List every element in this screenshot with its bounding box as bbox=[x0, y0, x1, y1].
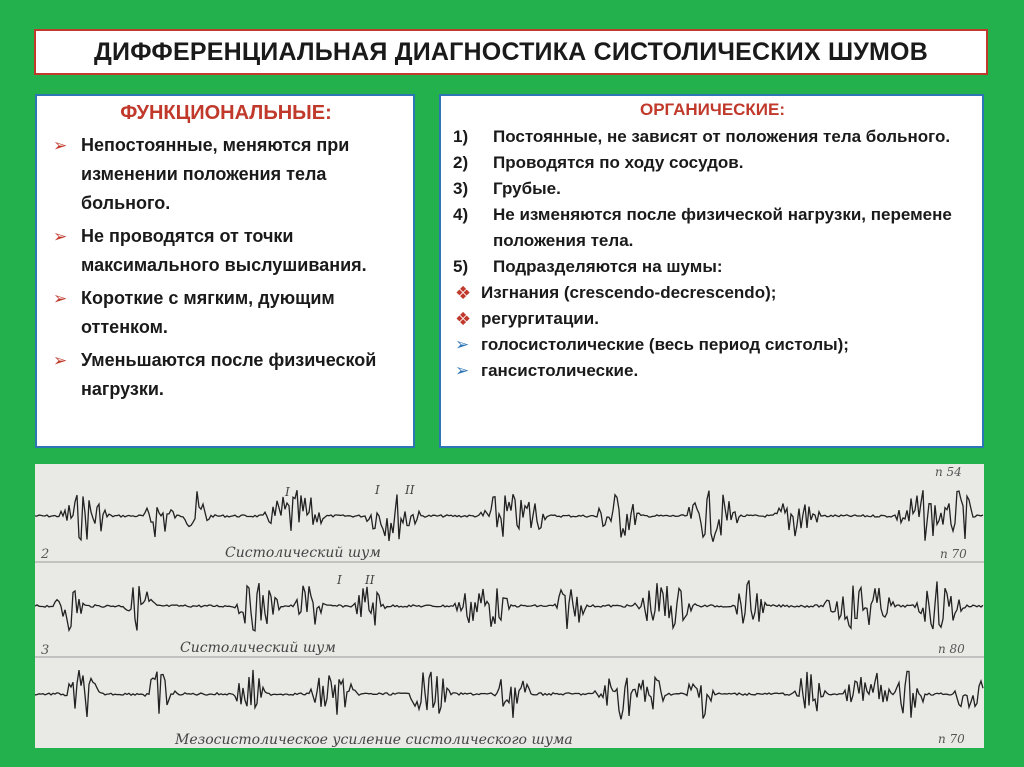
marker-label: I bbox=[337, 573, 342, 587]
arrow-bullet-icon: ➢ bbox=[53, 289, 68, 308]
list-item: 5) Подразделяются на шумы: bbox=[453, 257, 723, 276]
trace-row-2 bbox=[35, 580, 983, 630]
marker-label: I bbox=[375, 483, 380, 497]
phonocardiogram-traces bbox=[35, 464, 984, 748]
trace-row-3 bbox=[35, 670, 983, 719]
side-mark: п 54 bbox=[935, 465, 962, 479]
trace-label: Мезосистолическое усиление систолического шума bbox=[175, 732, 573, 748]
functional-heading: ФУНКЦИОНАЛЬНЫЕ: bbox=[120, 102, 332, 124]
list-item: ❖ регургитации. bbox=[453, 306, 972, 332]
page-title: ДИФФЕРЕНЦИАЛЬНАЯ ДИАГНОСТИКА СИСТОЛИЧЕСКИХ ШУМОВ bbox=[94, 37, 928, 66]
list-item: ❖ Изгнания (crescendo-decrescendo); bbox=[453, 280, 972, 306]
arrow-bullet-icon: ➢ bbox=[455, 335, 470, 354]
trace-label: Систолический шум bbox=[180, 640, 336, 656]
trace-row-1 bbox=[35, 490, 983, 542]
list-item: ➢ Короткие с мягким, дующим оттенком. bbox=[49, 284, 403, 342]
list-item: ➢ гансистолические. bbox=[453, 358, 972, 384]
row-number: 2 bbox=[41, 547, 50, 562]
list-item: 1) Постоянные, не зависят от положения тела больного. bbox=[453, 127, 951, 146]
marker-label: I bbox=[285, 485, 290, 499]
arrow-bullet-icon: ➢ bbox=[53, 227, 68, 246]
side-mark: п 70 bbox=[938, 732, 965, 746]
organic-list bbox=[453, 124, 972, 384]
trace-label: Систолический шум bbox=[225, 545, 381, 561]
diamond-bullet-icon: ❖ bbox=[455, 309, 472, 329]
organic-panel bbox=[439, 94, 984, 448]
functional-panel bbox=[35, 94, 415, 448]
list-item: ➢ Непостоянные, меняются при изменении положения тела больного. bbox=[49, 131, 403, 218]
phonocardiogram-image bbox=[35, 464, 984, 748]
marker-label: II bbox=[365, 573, 375, 587]
arrow-bullet-icon: ➢ bbox=[455, 361, 470, 380]
marker-label: II bbox=[405, 483, 415, 497]
side-mark: п 70 bbox=[940, 547, 967, 561]
functional-list bbox=[49, 131, 403, 404]
row-number: 3 bbox=[41, 643, 50, 658]
list-item: ➢ Не проводятся от точки максимального выслушивания. bbox=[49, 222, 403, 280]
list-item: 3) Грубые. bbox=[453, 179, 561, 198]
side-mark: п 80 bbox=[938, 642, 965, 656]
list-item: ➢ голосистолические (весь период систолы); bbox=[453, 332, 972, 358]
organic-heading: ОРГАНИЧЕСКИЕ: bbox=[639, 100, 786, 119]
arrow-bullet-icon: ➢ bbox=[53, 351, 68, 370]
diamond-bullet-icon: ❖ bbox=[455, 283, 472, 303]
title-box bbox=[34, 29, 988, 75]
list-item: ➢ Уменьшаются после физической нагрузки. bbox=[49, 346, 403, 404]
arrow-bullet-icon: ➢ bbox=[53, 136, 68, 155]
list-item: 4) Не изменяются после физической нагрузки, перемене положения тела. bbox=[453, 205, 952, 250]
list-item: 2) Проводятся по ходу сосудов. bbox=[453, 153, 744, 172]
